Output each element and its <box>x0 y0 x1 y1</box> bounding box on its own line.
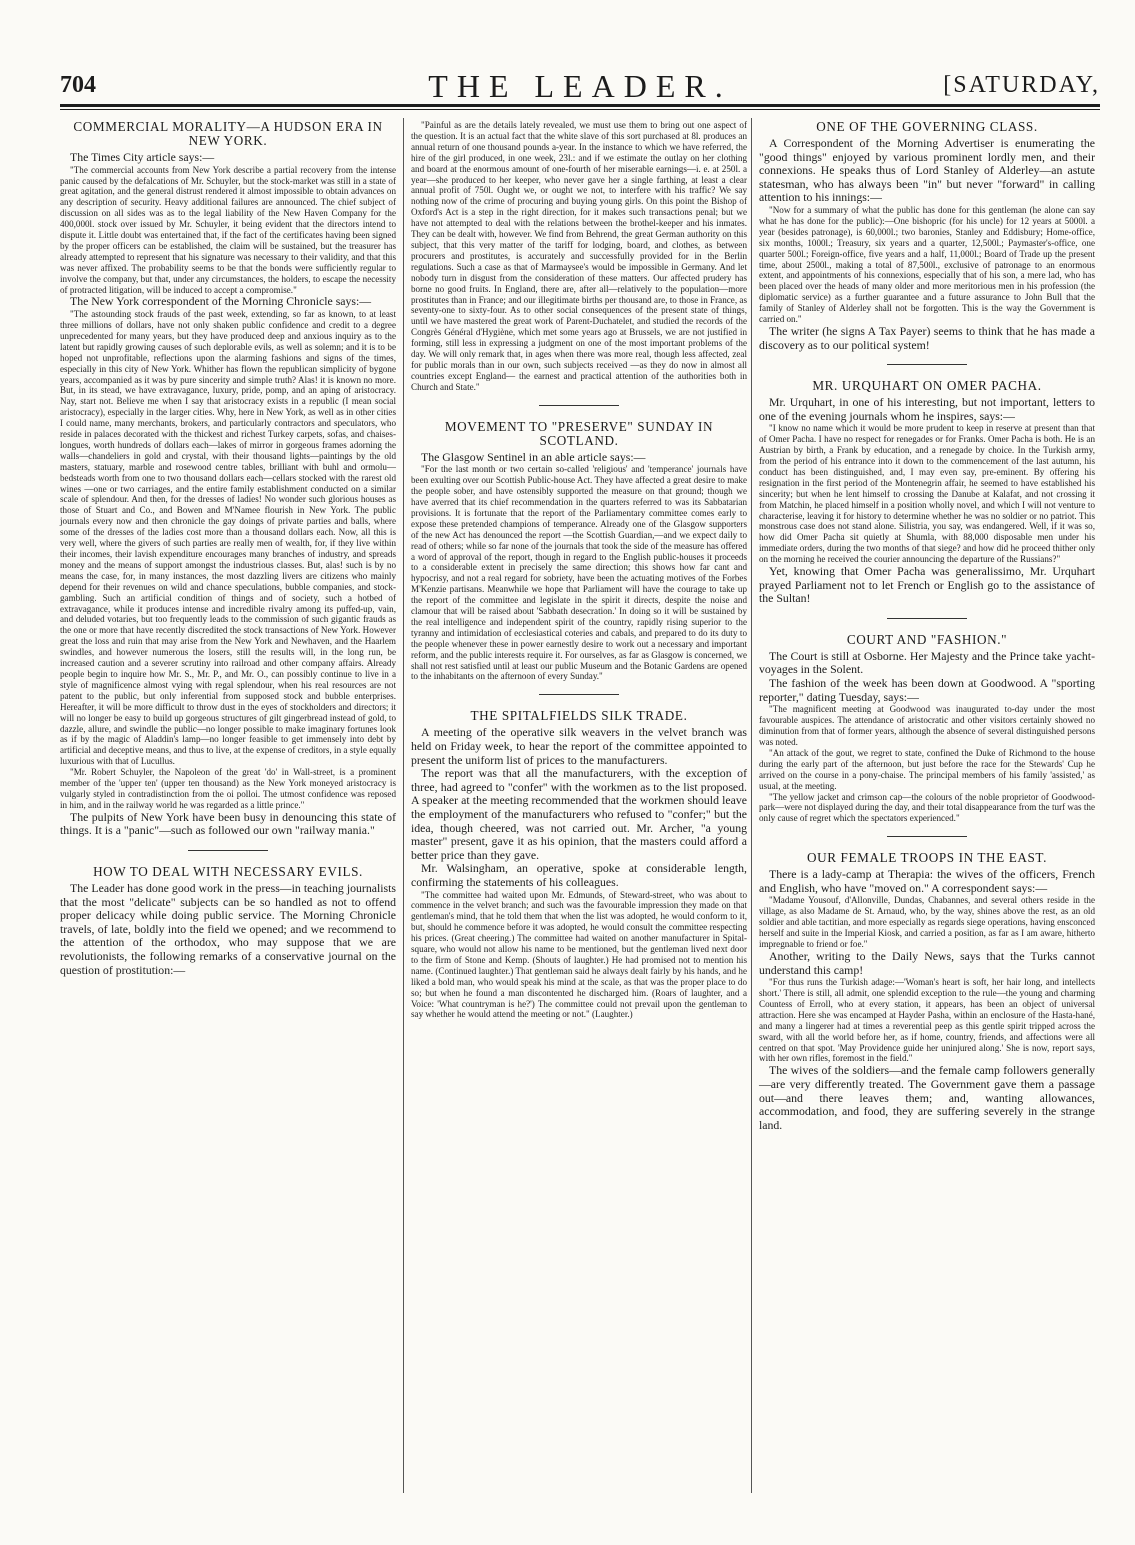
column-1 <box>60 120 396 987</box>
article-quote: "I know no name which it would be more prudent to keep in reserve at present than that of Omer Pacha. I have no respect for renegades or for Franks. Omer Pacha is both. He is an Austrian by birth, a Frank by education, and a renegade by choice. In the Turkish army, from the period of his entrance into it down to the commencement of the last autumn, his conduct has been distinguished, and, I may even say, pre-eminent. By offering his resignation in the first period of the Montenegrin affair, he seemed to have established his sincerity; but when he lent himself to crossing the Danube at Kalafat, and not crossing it from Matchin, he placed himself in a position wholly novel, and which I will not venture to characterise, leaving it for history to determine whether he was no soldier or no patriot. This monstrous case does not stand alone. Silistria, you say, was endangered. Well, if it was so, how did Omer Pacha sit quietly at Shumla, with 88,000 disposable men under his immediate orders, during the two months of that siege? and how did he proceed thither only on the morning he received the courier announcing the departure of the Russians?" <box>759 423 1095 565</box>
article-paragraph: The Leader has done good work in the press—in teaching journalists that the most "delicate" subjects can be so handled as not to offend proper delicacy while doing public service. The Morning Chronicle travels, of late, boldly into the field we opened; and we recommend to the attention of the orthodox, who may suppose that we are revolutionists, the following remarks of a conservative journal on the question of prostitution:— <box>60 880 396 977</box>
article-quote: "Painful as are the details lately revealed, we must use them to bring out one aspect of the question. It is an actual fact that the white slave of this sort purchased at 8l. produces an annual return of one thousand pounds a-year. In the instance to which we have referred, the hire of the girl produced, in one week, 23l.: and if we estimate the outlay on her clothing and board at the enormous amount of one-fourth of her miserable earnings—i. e. at 250l. a year—she produced to her keeper, who never gave her a single farthing, at least a clear annual profit of 750l. Ought we, or ought we not, to interfere with his traffic? We say nothing now of the crime of procuring and buying young girls. On this point the Bishop of Oxford's Act is a step in the right direction, for it makes such transactions penal; but we have not attempted to deal with the relations between the brothel-keeper and his inmates. They can be dealt with, however. We find from Behrend, the great German authority on this subject, that this very matter of the tariff for lodging, board, and clothes, as between procurers and prostitutes, is accurately and successfully provided for in the Berlin regulations. Such a case as that of Marmaysee's would be impossible in Germany. And let nobody turn in disgust from the consideration of these matters. Our affected prudery has borne no good fruits. In England, there are, after all—relatively to the population—more prostitutes than in France; and our illegitimate births per thousand are, to those in France, as seventy-one to sixty-four. As to other social consequences of the present state of things, until we have mastered the great work of Parent-Duchatelet, and studied the records of the Congrès Général d'Hygiène, which met some years ago at Brussels, we are not justified in forming, still less in expressing a judgment on one of the most important problems of the day. We will only remark that, in ages when there was more real, though less affected, zeal for public morals than in our own, such subjects received —as they do now in almost all countries except England— the earnest and practical attention of the authorities both in Church and State." <box>411 120 747 392</box>
article-quote: "The committee had waited upon Mr. Edmunds, of Steward-street, who was about to commence in the velvet branch; and such was the favourable impression they made on that gentleman's mind, that he told them that when the list was adopted, he would conform to it, but, should he commence before it was adopted, he would consult the committee respecting his prices. (Great cheering.) The committee had waited on another manufacturer in Spital-square, who would not allow his name to be mentioned, but the gentleman lived next door to the firm of Stone and Kemp. (Shouts of laughter.) He had promised not to mention his name. (Continued laughter.) That gentleman said he always dealt fairly by his hands, and he liked a bold man, who would speak his mind at the scale, as that was the proper place to do so; but when he found a man discontented he discharged him. (Roars of laughter, and a Voice: 'What countryman is he?') The committee could not prevail upon the gentleman to say whether he would attend the meeting or not." (Laughter.) <box>411 889 747 1020</box>
column-2 <box>411 120 747 1030</box>
article-quote: "The commercial accounts from New York describe a partial recovery from the intense panic caused by the defalcations of Mr. Schuyler, but the stock-market was still in a state of great agitation, and the general distrust rendered it almost impossible to obtain advances on any description of security. Heavy additional failures are announced. The chief subject of discussion on all sides was as to the legal liability of the New Haven Company for the 400,000l. stock over issued by Mr. Schuyler, it being evident that the directors intend to dispute it. Little doubt was entertained that, if the fact of the certificates having been signed by the proper officers can be established, the claim will be sustained, but the treasurer has already attempted to represent that his signature was necessary to their validity, and that this was never affixed. The probability seems to be that the bonds were sufficiently regular to involve the company, but that, under any circumstances, the holders, to escape the necessity of protracted litigation, will be induced to accept a compromise." <box>60 164 396 295</box>
article-divider <box>887 618 967 619</box>
page-number: 704 <box>60 72 96 98</box>
article-sunday-scotland <box>411 420 747 683</box>
article-paragraph: Yet, knowing that Omer Pacha was generalissimo, Mr. Urquhart prayed Parliament not to let French or English go to the assistance of the Sultan! <box>759 564 1095 606</box>
article-paragraph: The writer (he signs A Tax Payer) seems to think that he has made a discovery as to our political system! <box>759 323 1095 352</box>
article-quote: "An attack of the gout, we regret to state, confined the Duke of Richmond to the house during the early part of the afternoon, but just before the race for the Stewards' Cup he arrived on the course in a pony-chaise. The principal members of his family 'assisted,' as usual, at the meeting. <box>759 747 1095 791</box>
article-paragraph: The report was that all the manufacturers, with the exception of three, had agreed to "confer" with the workmen as to the list proposed. A speaker at the meeting recommended that the workmen should leave the employment of the manufacturers who refused to "confer;" but the idea, though cheered, was not carried out. Mr. Archer, "a young master" present, gave it as his opinion, that the masters could afford a better price than they gave. <box>411 766 747 862</box>
article-paragraph: A meeting of the operative silk weavers in the velvet branch was held on Friday week, to hear the report of the committee appointed to present the uniform list of prices to the manufacturers. <box>411 725 747 767</box>
article-heading: ONE OF THE GOVERNING CLASS. <box>816 119 1038 134</box>
article-court-fashion <box>759 633 1095 824</box>
article-paragraph: The Court is still at Osborne. Her Majesty and the Prince take yacht-voyages in the Solent. <box>759 648 1095 677</box>
article-heading: OUR FEMALE TROOPS IN THE EAST. <box>806 850 1047 866</box>
article-heading: MOVEMENT TO "PRESERVE" SUNDAY IN SCOTLAND. <box>444 418 714 448</box>
article-quote: "Madame Yousouf, d'Allonville, Dundas, Chabannes, and several others reside in the village, as also Madame de St. Arnaud, who, by the way, shines above the rest, as an old soldier and able tactitian, and more especially as regards siege operations, having ensconced herself and suite in the Imperial Kiosk, and carried a position, as far as I am aware, hitherto impregnable to friend or foe." <box>759 895 1095 950</box>
article-intro: The Glasgow Sentinel in an able article says:— <box>421 449 646 464</box>
article-quote: "For the last month or two certain so-called 'religious' and 'temperance' journals have been exulting over our Scottish Public-house Act. They have affected a great desire to make the people sober, and have ostensibly supported the measure on that ground; though we have averred that its chief recommendation in the quarters referred to was its Sabbatarian provisions. It is fortunate that the report of the Parliamentary committee comes early to expose these pretended champions of temperance. Already one of the Glasgow supporters of the new Act has denounced the report —the Scottish Guardian,—and we expect daily to read of others; while so far none of the journals that took the side of the measure has offered a word of approval of the report, though in regard to the English public-houses it proceeds to a considerable extent in precisely the same direction; this shows how far cant and hypocrisy, and not a real regard for sobriety, have been the actuating motives of the Forbes M'Kenzie partisans. Meanwhile we hope that Parliament will have the courage to take up the report of the committee and legislate in the spirit it directs, despite the noise and clamour that will be raised about 'Sabbath desecration.' In doing so it will be sustained by the real intelligence and independent spirit of the country, rapidly rising superior to the tyranny and intimidation of ecclesiastical coteries and cabals, and prepared to do its duty to the people whenever these in power earnestly desire to work out a necessary and important reform, and the public interests require it. For ourselves, as far as Glasgow is concerned, we shall not rest satisfied until at least our public Museum and the Botanic Gardens are opened to the inhabitants on the afternoon of every Sunday." <box>411 464 747 682</box>
article-spitalfields <box>411 709 747 1020</box>
article-divider <box>188 850 268 851</box>
article-paragraph: The pulpits of New York have been busy in denouncing this state of things. It is a "panic"—such as followed our own "railway mania." <box>60 809 396 838</box>
article-commercial-morality <box>60 120 396 838</box>
article-female-troops <box>759 851 1095 1132</box>
article-paragraph: Another, writing to the Daily News, says that the Turks cannot understand this camp! <box>759 948 1095 977</box>
column-3 <box>759 120 1095 1142</box>
article-urquhart <box>759 379 1095 606</box>
article-necessary-evils-continued <box>411 120 747 393</box>
article-heading: COMMERCIAL MORALITY—A HUDSON ERA IN NEW YORK. <box>73 119 383 148</box>
newspaper-title: THE LEADER. <box>428 68 732 104</box>
article-heading: COURT AND "FASHION." <box>846 631 1008 647</box>
article-paragraph: Mr. Urquhart, in one of his interesting, but not important, letters to one of the evening journals whom he inspires, says:— <box>759 395 1095 423</box>
article-paragraph: There is a lady-camp at Therapia: the wives of the officers, French and English, who have "moved on." A correspondent says:— <box>759 867 1095 895</box>
column-divider <box>751 118 752 1493</box>
article-divider <box>887 364 967 365</box>
article-paragraph: A Correspondent of the Morning Advertiser is enumerating the "good things" enjoyed by various prominent lordly men, and their connexions. He speaks thus of Lord Stanley of Alderley—an astute statesman, who has always been "in" but never "forward" in calling attention to his innings:— <box>759 136 1095 205</box>
article-paragraph: The wives of the soldiers—and the female camp followers generally—are very differently treated. The Government gave them a passage out—and there leaves them; and, wanting allowances, accommodation, and food, they are suffering severely in the strange land. <box>759 1063 1095 1132</box>
article-paragraph: The fashion of the week has been down at Goodwood. A "sporting reporter," dating Tuesday, says:— <box>759 676 1095 704</box>
article-quote: "The astounding stock frauds of the past week, extending, so far as known, to at least three millions of dollars, have not only shaken public confidence and credit to a degree unprecedented for many years, but they have produced deep and anxious inquiry as to the latent but rapidly growing causes of such deplorable evils, as well as solemn; and it is to be hoped not unprofitable, reflections upon the alarming fashions and signs of the times, especially in this city of New York. Whither has flown the republican simplicity of bygone years, accompanied as it was by pure sincerity and simple truth? Alas! it is known no more. But, in its stead, we have extravagance, luxury, pride, pomp, and an aping of aristocracy. Nay, start not. Believe me when I say that aristocracy exists in a republic (I mean social aristocracy), especially in the larger cities. Why, here in New York, as well as in other cities I could name, many merchants, brokers, and particularly contractors and speculators, who reside in palaces decorated with the thickest and richest Turkey carpets, sofas, and chaises-longues, worth hundreds of dollars each—lakes of mirror in gorgeous frames adorning the walls—chandeliers in gold and crystal, with their thousand lights—paintings by the old masters, statuary, marble and rosewood centre tables, brilliant with buhl and ormolu—bedsteads worth from one to two thousand dollars each—cellars stocked with the rarest old wines —one or two carriages, and the entire family establishment conducted on a similar scale of splendour. And then, for the dresses of ladies! No wonder such glorious houses as those of Stuart and Co., and Bowen and M'Namee flourish in New York. The public journals every now and then chronicle the gay doings of private parties and balls, where some of the dresses of the ladies cost more than a thousand dollars each. Now, all this is very well, where the givers of such parties are really men of wealth, for, if they live within their incomes, their lavish expenditure encourages many branches of industry, and spreads money and the means of support amongst the industrious classes. But, alas! such is by no means the case, for, in many instances, the most dazzling livers are citizens who mainly depend for their revenues on wild and chance speculations, bubble companies, and stock-gambling. Such an artificial condition of things and of society, such a hotbed of extravagance, while it produces intense and incredible rivalry among its puffed-up, vain, and deluded votaries, but too frequently leads to the commission of such gigantic frauds as the one or more that have recently discredited the stock transactions of New York. However great the loss and ruin that may arise from the New York and Newhaven, and the Haarlem swindles, and however numerous the losers, still the results will, in the long run, be increased caution and a severer scrutiny into railroad and other company affairs. Already people begin to inquire how Mr. S., Mr. P., and Mr. O., can possibly continue to live in a style of magnificence almost vying with regal splendour, when his real resources are not patent to the public, but only inferential from supposed stock and bubble enterprises. Hereafter, it will be more difficult to throw dust in the eyes of stockholders and directors; it will no longer be easy to build up gorgeous structures of gilt gingerbread instead of gold, to dazzle, allure, and swindle the public—no longer possible to make imaginary fortunes look as if by the magic of Aladdin's lamp—no longer feasible to get immensely into debt by artificial and deceptive means, and thus to live, at the expense of creditors, in a style equally luxurious with that of Lucullus. <box>60 309 396 767</box>
article-paragraph: Mr. Walsingham, an operative, spoke at considerable length, confirming the statements of his colleagues. <box>411 861 747 889</box>
article-divider <box>887 836 967 837</box>
article-necessary-evils <box>60 865 396 977</box>
article-heading: THE SPITALFIELDS SILK TRADE. <box>470 708 688 724</box>
article-quote: "The magnificent meeting at Goodwood was inaugurated to-day under the most favourable auspices. The attendance of aristocratic and other visitors certainly showed no diminution from that of former years, although the absence of several distinguished persons was noted. <box>759 704 1095 747</box>
article-heading: HOW TO DEAL WITH NECESSARY EVILS. <box>93 863 363 879</box>
article-quote: "The yellow jacket and crimson cap—the colours of the noble proprietor of Goodwood-park—were not displayed during the day, and their total disappearance from the turf was the only cause of regret which the spectators experienced." <box>759 791 1095 824</box>
article-divider <box>539 405 619 406</box>
masthead-rule-thin <box>60 109 1100 110</box>
article-divider <box>539 694 619 695</box>
article-quote: "Now for a summary of what the public has done for this gentleman (he alone can say what he has done for the public):—One bishopric (for his uncle) for 12 years at 5000l. a year (besides patronage), is 60,000l.; two baronies, Stanley and Eddisbury; Home-office, six months, 1000l.; Treasury, six years and a quarter, 12,500l.; Paymaster's-office, one quarter 500l.; Foreign-office, five years and a half, 11,000l.; Board of Trade up the present time, about 2500l., making a total of 87,500l., exclusive of patronage to an enormous extent, and appointments of his connexions, especially that of his son, a mere lad, who has been placed over the heads of many older and more meritorious men in his profession (the diplomatic service) as a further guarantee and a future assurance to John Bull that the family of Stanley of Alderley shall not be forgotten. This is the way the Government is carried on." <box>759 204 1095 325</box>
article-heading: MR. URQUHART ON OMER PACHA. <box>812 378 1042 394</box>
article-governing-class <box>759 120 1095 352</box>
article-quote: "For thus runs the Turkish adage:—'Woman's heart is soft, her hair long, and intellects short.' There is still, all admit, one splendid exception to the rule—the young and charming Countess of Erroll, who at every station, it appears, has been an object of universal attraction. Here she was encamped at Hayder Pasha, within an enclosure of the Hasta-hané, and many a lingerer had at times a reverential peep as this gentle spirit tripped across the sward, with all the world before her, as if home, country, friends, and affections were all centred on that spot. 'May Providence guide her uninjured along.' She is now, report says, with her own rifles, foremost in the field." <box>759 977 1095 1064</box>
article-intro: The Times City article says:— <box>70 150 215 164</box>
column-divider <box>403 118 404 1493</box>
issue-day: [SATURDAY, <box>943 72 1100 98</box>
masthead-rule-thick <box>60 104 1100 107</box>
article-paragraph: The New York correspondent of the Morning Chronicle says:— <box>70 294 372 309</box>
masthead <box>60 68 1100 102</box>
article-quote: "Mr. Robert Schuyler, the Napoleon of the great 'do' in Wall-street, is a prominent member of the 'upper ten' (upper ten thousand) as the New York moneyed aristocracy is vulgarly styled in contradistinction from the oi polloi. The utmost confidence was reposed in him, and in the railway world he was regarded as a little prince." <box>60 767 396 810</box>
